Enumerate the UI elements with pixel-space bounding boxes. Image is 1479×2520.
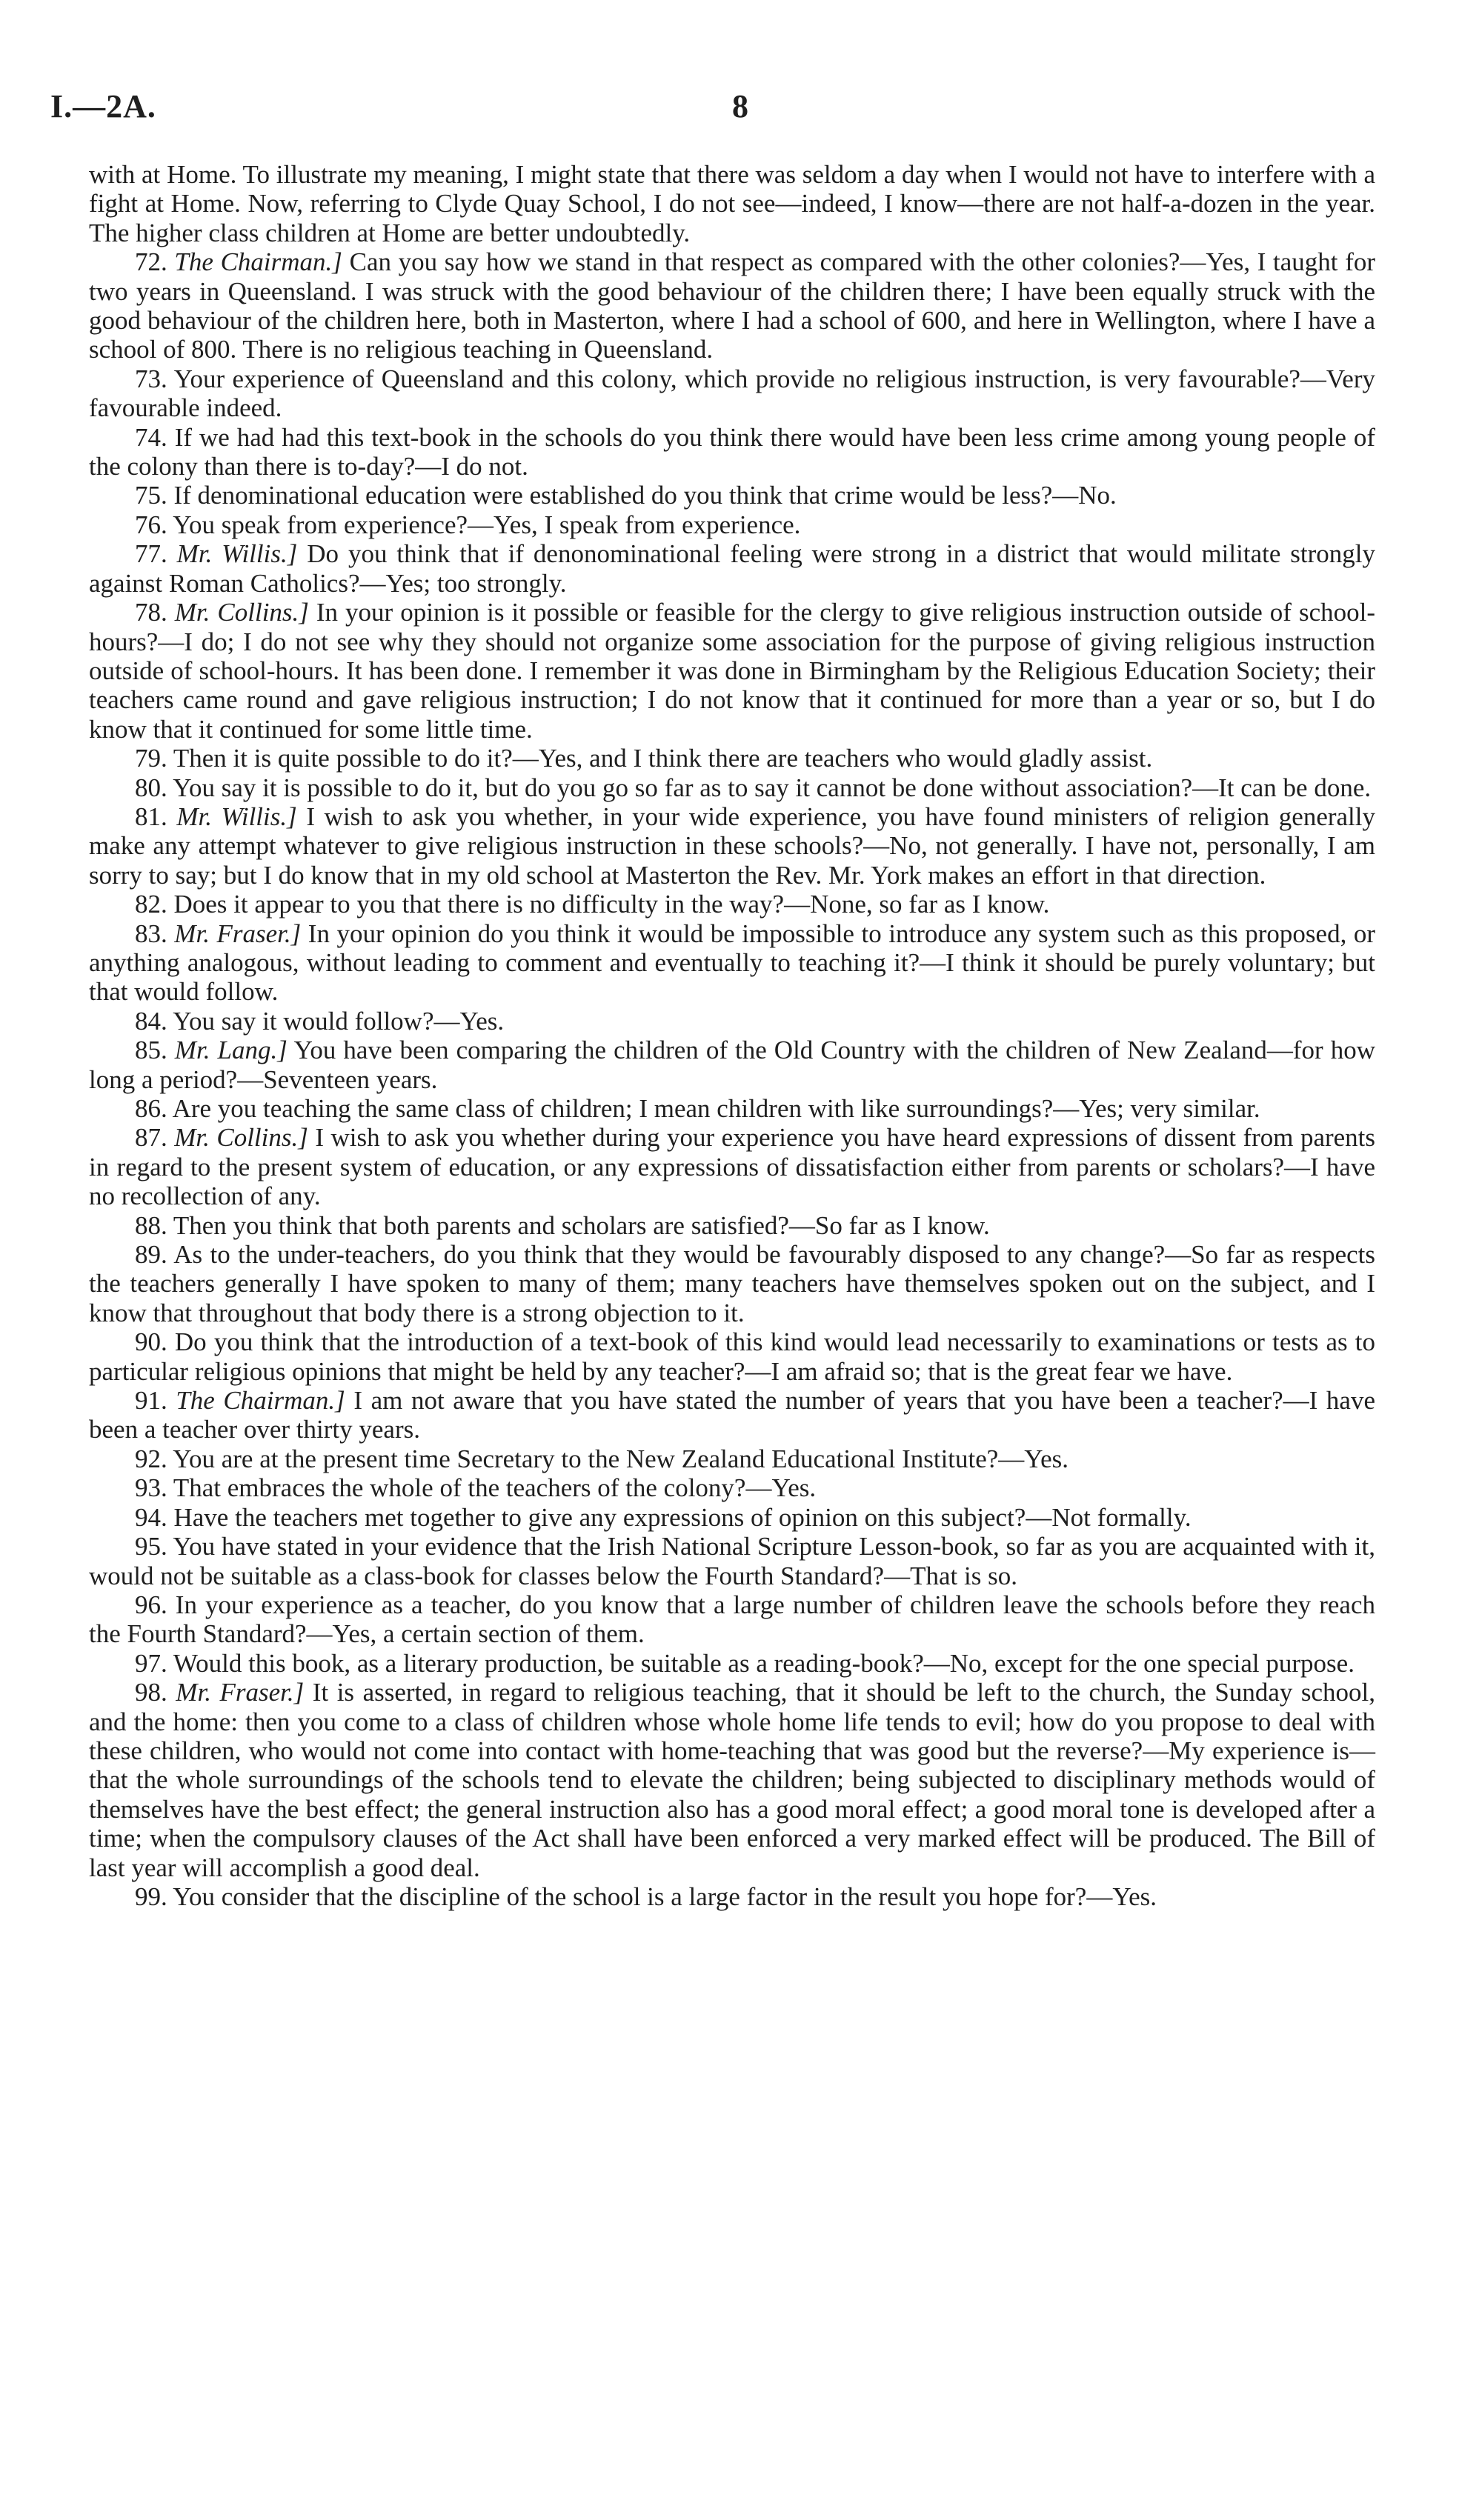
question-paragraph [89, 1590, 1375, 1649]
question-paragraph [89, 1882, 1375, 1911]
speaker-name: The Chairman.] [176, 1386, 345, 1416]
page-header [50, 87, 1436, 132]
paragraph-text: You say it would follow?—Yes. [173, 1006, 505, 1036]
question-number: 82. [135, 890, 167, 919]
question-number: 96. [135, 1590, 167, 1619]
question-paragraph [89, 890, 1375, 919]
page-number: 8 [732, 88, 748, 124]
paragraph-text: It is asserted, in regard to religious teaching, that it should be left to the church, the Sunday school, and the home: then you come to a class of children whose whole home life tends to evil; how do you propose to deal with these children, who would not come into contact with home-teaching that was good but the reverse?—My experience is—that the whole surroundings of the schools tend to elevate the children; being subjected to disciplinary methods would of themselves have the best effect; the general instruction also has a good moral effect; a good moral tone is developed after a time; when the compulsory clauses of the Act shall have been enforced a very marked effect will be produced. The Bill of last year will accomplish a good deal. [89, 1678, 1376, 1882]
paragraph-text: Do you think that if denonominational feeling were strong in a district that would militate strongly against Roman Catholics?—Yes; too strongly. [89, 539, 1376, 598]
question-number: 97. [135, 1648, 167, 1678]
question-number: 73. [135, 364, 167, 393]
paragraph-text: As to the under-teachers, do you think that they would be favourably disposed to any change?—So far as respects the teachers generally I have spoken to many of them; many teachers have themselves spoken out on the subject, and I know that throughout that body there is a strong objection to it. [89, 1240, 1375, 1327]
paragraph-text: Would this book, as a literary production, be suitable as a reading-book?—No, except for the one special purpose. [173, 1648, 1355, 1678]
speaker-name: Mr. Fraser.] [174, 919, 302, 948]
question-paragraph [89, 744, 1375, 773]
paragraph-text: If we had had this text-book in the schools do you think there would have been less crime among young people of the colony than there is to-day?—I do not. [89, 422, 1376, 481]
question-paragraph [89, 919, 1375, 1007]
speaker-name: Mr. Fraser.] [176, 1678, 305, 1707]
paragraph-text: Have the teachers met together to give any expressions of opinion on this subject?—Not formally. [173, 1502, 1191, 1532]
question-paragraph [89, 1678, 1375, 1882]
question-paragraph [89, 1503, 1375, 1532]
speaker-name: Mr. Lang.] [174, 1036, 288, 1065]
question-number: 80. [135, 773, 167, 802]
question-number: 98. [135, 1678, 167, 1707]
paragraph-text: Your experience of Queensland and this colony, which provide no religious instruction, is very favourable?—Very favourable indeed. [89, 364, 1375, 423]
paragraph-text: Does it appear to you that there is no difficulty in the way?—None, so far as I know. [173, 890, 1050, 919]
paragraph-text: That embraces the whole of the teachers of the colony?—Yes. [173, 1473, 817, 1503]
paragraph-text: In your experience as a teacher, do you know that a large number of children leave the schools before they reach the Fourth Standard?—Yes, a certain section of them. [89, 1590, 1375, 1649]
paragraph-text: I wish to ask you whether, in your wide experience, you have found ministers of religion generally make any attempt whatever to give religious instruction in these schools?—No, not generally. I have not, personally, I am sorry to say; but I do know that in my old school at Masterton the Rev. Mr. York makes an effort in that direction. [89, 801, 1376, 890]
question-number: 81. [135, 801, 167, 831]
question-number: 94. [135, 1502, 167, 1532]
question-paragraph [89, 1649, 1375, 1678]
speaker-name: The Chairman.] [174, 247, 342, 277]
question-number: 95. [135, 1532, 167, 1561]
question-number: 75. [135, 481, 167, 510]
paragraph-text: Then you think that both parents and scholars are satisfied?—So far as I know. [173, 1210, 990, 1240]
question-paragraph [89, 1211, 1375, 1240]
question-paragraph [89, 423, 1375, 481]
question-paragraph [89, 598, 1375, 744]
question-number: 91. [135, 1386, 167, 1416]
paragraph-text: Do you think that the introduction of a text-book of this kind would lead necessarily to examinations or tests as to particular religious opinions that might be held by any teacher?—I am afraid so; that is the great fear we have. [89, 1327, 1376, 1386]
paragraph-text: Are you teaching the same class of children; I mean children with like surroundings?—Yes; very similar. [172, 1094, 1260, 1123]
question-paragraph [89, 510, 1375, 539]
question-paragraph [89, 1240, 1375, 1327]
question-paragraph [89, 364, 1375, 423]
question-number: 86. [135, 1094, 167, 1123]
question-paragraph [89, 247, 1375, 364]
paragraph-text: You speak from experience?—Yes, I speak from experience. [173, 510, 801, 539]
question-paragraph [89, 1386, 1375, 1444]
question-paragraph [89, 1444, 1375, 1473]
paragraph-text: Can you say how we stand in that respect as compared with the other colonies?—Yes, I taught for two years in Queensland. I was struck with the good behaviour of the children there; I have been equally struck with the good behaviour of the children here, both in Masterton, where I had a school of 600, and here in Wellington, where I have a school of 800. There is no religious teaching in Queensland. [89, 247, 1376, 364]
question-paragraph [89, 539, 1375, 598]
question-number: 72. [135, 247, 167, 277]
speaker-name: Mr. Willis.] [176, 801, 297, 831]
question-paragraph [89, 1094, 1375, 1123]
paragraph-text: I wish to ask you whether during your experience you have heard expressions of dissent from parents in regard to the present system of education, or any expressions of dissatisfaction either from parents or scholars?—I have no recollection of any. [89, 1123, 1376, 1211]
question-number: 84. [135, 1006, 167, 1036]
paragraph-text: Then it is quite possible to do it?—Yes, and I think there are teachers who would gladly assist. [173, 744, 1153, 773]
question-number: 99. [135, 1881, 167, 1911]
paragraph-text: with at Home. To illustrate my meaning, I might state that there was seldom a day when I would not have to interfere with a fight at Home. Now, referring to Clyde Quay School, I do not see—indeed, I know—there are not half-a-dozen in the year. The higher class children at Home are better undoubtedly. [89, 160, 1375, 247]
speaker-name: Mr. Collins.] [174, 598, 309, 627]
question-number: 93. [135, 1473, 167, 1503]
question-number: 79. [135, 744, 167, 773]
paragraph-text: You have stated in your evidence that the Irish National Scripture Lesson-book, so far as you are acquainted with it, would not be suitable as a class-book for classes below the Fourth Standard?—That is so. [89, 1532, 1375, 1590]
question-paragraph [89, 773, 1375, 802]
question-number: 90. [135, 1327, 167, 1357]
paragraph-text: If denominational education were established do you think that crime would be less?—No. [173, 481, 1117, 510]
speaker-name: Mr. Collins.] [174, 1123, 308, 1153]
document-reference: I.—2A. [50, 88, 156, 124]
question-number: 87. [135, 1123, 167, 1153]
question-paragraph [89, 802, 1375, 890]
paragraph-text: In your opinion is it possible or feasible for the clergy to give religious instruction outside of school-hours?—I do; I do not see why they should not organize some association for the purpose of giving religious instruction outside of school-hours. It has been done. I remember it was done in Birmingham by the Religious Education Society; their teachers came round and gave religious instruction; I do not know that it continued for more than a year or so, but I do know that it continued for some little time. [89, 598, 1375, 744]
question-paragraph [89, 1473, 1375, 1502]
question-paragraph [89, 1123, 1375, 1210]
evidence-text [89, 160, 1375, 1911]
question-number: 88. [135, 1210, 167, 1240]
question-number: 92. [135, 1444, 167, 1473]
paragraph-text: I am not aware that you have stated the number of years that you have been a teacher?—I have been a teacher over thirty years. [89, 1386, 1375, 1444]
question-paragraph [89, 1036, 1375, 1094]
paragraph-text: You say it is possible to do it, but do you go so far as to say it cannot be done without association?—It can be done. [173, 773, 1372, 802]
question-number: 85. [135, 1036, 167, 1065]
question-number: 83. [135, 919, 167, 948]
question-paragraph [89, 1532, 1375, 1590]
paragraph-text: You are at the present time Secretary to the New Zealand Educational Institute?—Yes. [173, 1444, 1068, 1473]
continuation-paragraph [89, 160, 1375, 247]
paragraph-text: In your opinion do you think it would be impossible to introduce any system such as this proposed, or anything analogous, without leading to comment and eventually to teaching it?—I think it should be purely voluntary; but that would follow. [89, 919, 1376, 1007]
question-number: 76. [135, 510, 167, 539]
question-number: 74. [135, 422, 167, 452]
question-paragraph [89, 481, 1375, 510]
speaker-name: Mr. Willis.] [176, 539, 298, 569]
question-number: 77. [135, 539, 167, 569]
paragraph-text: You have been comparing the children of the Old Country with the children of New Zealand—for how long a period?—Seventeen years. [89, 1036, 1376, 1094]
paragraph-text: You consider that the discipline of the school is a large factor in the result you hope for?—Yes. [173, 1881, 1157, 1911]
question-number: 78. [135, 598, 167, 627]
question-paragraph [89, 1327, 1375, 1386]
question-paragraph [89, 1007, 1375, 1036]
question-number: 89. [135, 1240, 167, 1270]
